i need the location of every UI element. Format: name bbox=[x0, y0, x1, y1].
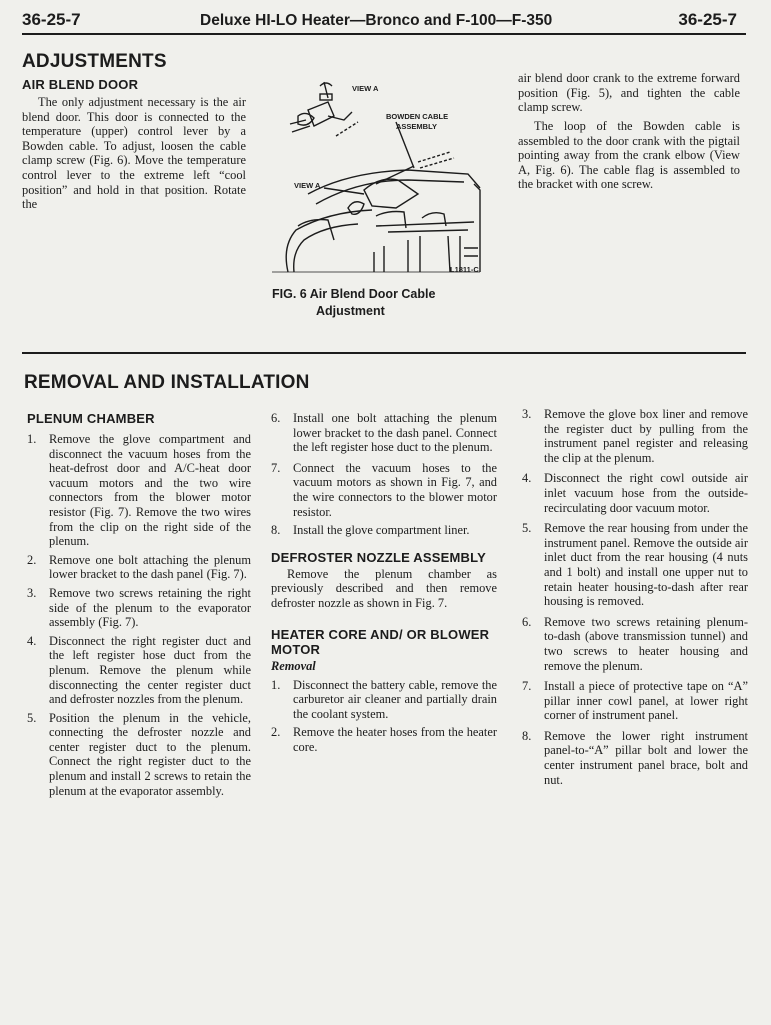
header-rule bbox=[22, 33, 746, 35]
list-item: 1. Disconnect the battery cable, remove the carburetor air cleaner and partially drain the coolant system. bbox=[271, 677, 497, 721]
list-item: 4. Disconnect the right register duct and the left register hose duct from the plenum. Remove the plenum while disconnecting the center register duct and defroster nozzles from the plenum. bbox=[27, 633, 251, 707]
list-item: 2. Remove the heater hoses from the heater core. bbox=[271, 725, 497, 754]
page-number-right: 36-25-7 bbox=[678, 10, 737, 29]
list-item: 6. Remove two screws retaining plenum-to-dash (above transmission tunnel) and two screws to heater housing and remove the plenum. bbox=[522, 614, 748, 673]
figure-code: L1811-C bbox=[450, 265, 479, 274]
heater-core-heading-line-2: MOTOR bbox=[271, 641, 321, 657]
list-item: 3. Remove two screws retaining the right side of the plenum to the evaporator assembly (Fig. 7). bbox=[27, 585, 251, 630]
list-item: 7. Install a piece of protective tape on “A” pillar inner cowl panel, at lower right corner of instrument panel. bbox=[522, 679, 748, 723]
page-number-left: 36-25-7 bbox=[22, 10, 81, 29]
air-blend-door-diagram bbox=[268, 76, 500, 280]
page-title: Deluxe HI-LO Heater—Bronco and F-100—F-350 bbox=[200, 12, 553, 29]
view-a-label-top: VIEW A bbox=[352, 84, 379, 93]
list-item: 5. Remove the rear housing from under the instrument panel. Remove the outside air inlet duct from the rear housing (4 nuts and 1 bolt) and install one upper nut to retain heater housing-to-dash after rear housing is removed. bbox=[522, 521, 748, 609]
heater-core-column-3 bbox=[522, 407, 748, 791]
plenum-column-2 bbox=[271, 411, 497, 759]
list-item: 3. Remove the glove box liner and remove the register duct by pulling from the instrument panel register and releasing the clip at the plenum. bbox=[522, 407, 748, 465]
plenum-steps-list bbox=[27, 432, 251, 798]
heater-core-heading-line-1: HEATER CORE AND/ OR BLOWER bbox=[271, 626, 490, 642]
figure-caption-line-2: Adjustment bbox=[316, 304, 385, 318]
list-item: 5. Position the plenum in the vehicle, connecting the defroster nozzle and center register duct to the plenum. Connect the right register duct to the plenum and install 2 screws to retain the plenum at the evaporator assembly. bbox=[27, 710, 251, 798]
adjustments-paragraph-2: The loop of the Bowden cable is assembled to the door crank with the pigtail pointing away from the crank elbow (View A, Fig. 6). The cable flag is assembled to the bracket with one screw. bbox=[518, 119, 740, 192]
defroster-nozzle-heading: DEFROSTER NOZZLE ASSEMBLY bbox=[271, 549, 486, 565]
view-a-label-side: VIEW A bbox=[294, 181, 321, 190]
plenum-steps-list-continued bbox=[271, 411, 497, 538]
adjustments-heading: ADJUSTMENTS bbox=[22, 51, 167, 72]
figure-caption-line-1: FIG. 6 Air Blend Door Cable bbox=[272, 287, 436, 301]
assembly-label: ASSEMBLY bbox=[396, 122, 437, 131]
plenum-column-1 bbox=[27, 411, 251, 802]
list-item: 1. Remove the glove compartment and disconnect the vacuum hoses from the heat-defrost door and A/C-heat door vacuum motors and the two wire connectors from the blower motor resistor (Fig. 7). Remove the two wires from the clip on the right side of the plenum. bbox=[27, 432, 251, 549]
bowden-cable-label: BOWDEN CABLE bbox=[386, 112, 449, 121]
air-blend-door-heading: AIR BLEND DOOR bbox=[22, 77, 139, 92]
adjustments-paragraph-1-continued: air blend door crank to the extreme forward position (Fig. 5), and tighten the cable clamp screw. bbox=[518, 71, 740, 115]
list-item: 7. Connect the vacuum hoses to the vacuum motors as shown in Fig. 7, and the wire connectors to the blower motor resistor. bbox=[271, 460, 497, 519]
list-item: 8. Install the glove compartment liner. bbox=[271, 523, 470, 538]
list-item: 6. Install one bolt attaching the plenum lower bracket to the dash panel. Connect the left register hose duct to the plenum. bbox=[271, 411, 497, 455]
list-item: 8. Remove the lower right instrument panel-to-“A” pillar bolt and lower the center instrument panel brace, bolt and nut. bbox=[522, 728, 748, 787]
adjustments-paragraph-1: The only adjustment necessary is the air blend door. This door is connected to the temperature (upper) control lever by a Bowden cable. To adjust, loosen the cable clamp screw (Fig. 6). Move the temperature control lever to the extreme left “cool position” and hold in that position. Rotate the bbox=[22, 95, 246, 212]
list-item: 4. Disconnect the right cowl outside air inlet vacuum hose from the outside-recirculating door vacuum motor. bbox=[522, 471, 748, 515]
plenum-chamber-heading: PLENUM CHAMBER bbox=[27, 411, 155, 426]
heater-core-steps-list bbox=[271, 678, 497, 755]
removal-subheading: Removal bbox=[271, 658, 316, 673]
heater-core-steps-list-continued bbox=[522, 407, 748, 787]
list-item: 2. Remove one bolt attaching the plenum lower bracket to the dash panel (Fig. 7). bbox=[27, 552, 251, 582]
figure-6 bbox=[268, 76, 500, 280]
defroster-nozzle-text: Remove the plenum chamber as previously described and then remove defroster nozzle as shown in Fig. 7. bbox=[271, 566, 497, 610]
removal-installation-heading: REMOVAL AND INSTALLATION bbox=[24, 372, 310, 393]
section-rule bbox=[22, 352, 746, 354]
